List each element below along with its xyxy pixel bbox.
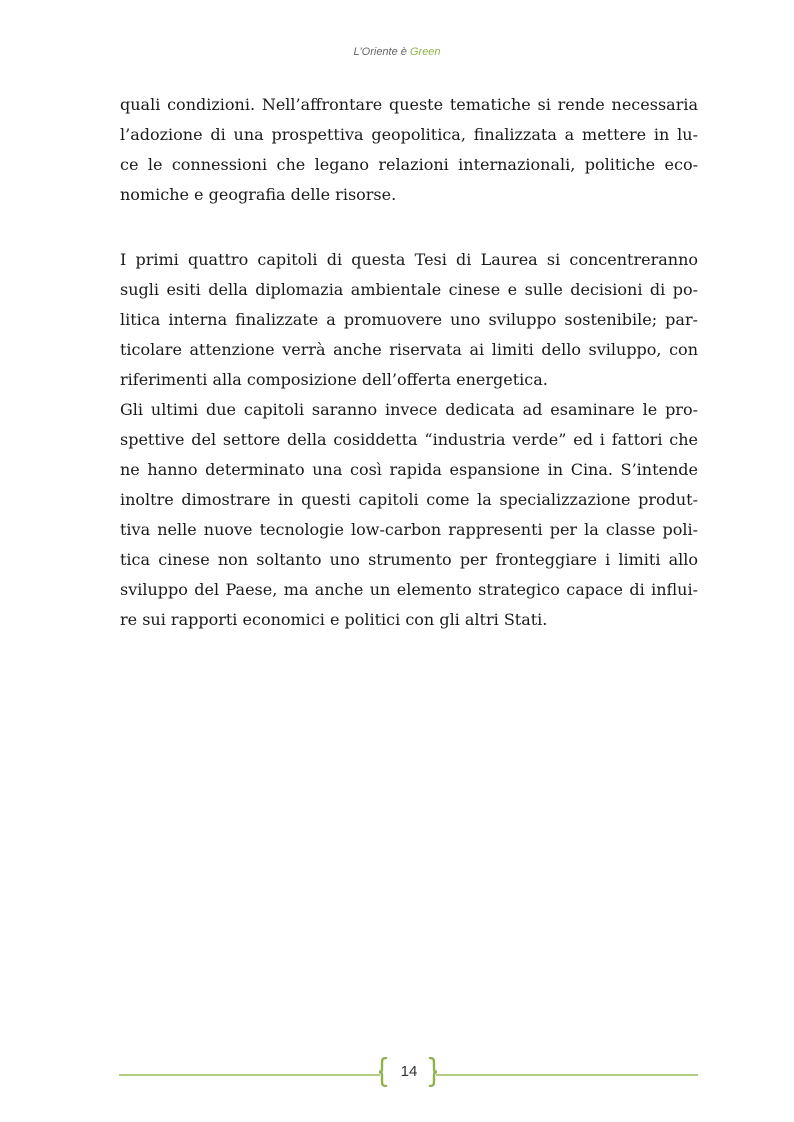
text-line: re sui rapporti economici e politici con gli altri Stati. — [120, 610, 548, 629]
text-line: nomiche e geografia delle risorse. — [120, 185, 397, 204]
text-line: litica interna finalizzate a promuovere uno sviluppo sostenibile; par- — [120, 310, 698, 329]
text-line: l’adozione di una prospettiva geopolitica, finalizzata a mettere in lu- — [120, 125, 698, 144]
text-line: riferimenti alla composizione dell’offerta energetica. — [120, 370, 548, 389]
text-line: inoltre dimostrare in questi capitoli come la specializzazione produt- — [120, 490, 698, 509]
text-line: spettive del settore della cosiddetta “industria verde” ed i fattori che — [120, 430, 698, 449]
text-line: tica cinese non soltanto uno strumento per fronteggiare i limiti allo — [120, 550, 698, 569]
header-title-accent: Green — [409, 46, 441, 58]
footer-rule-left — [119, 1074, 380, 1076]
running-header — [0, 46, 794, 58]
text-line: ne hanno determinato una così rapida espansione in Cina. S’intende — [120, 460, 698, 479]
text-line: I primi quattro capitoli di questa Tesi di Laurea si concentreranno — [120, 250, 698, 269]
text-line: Gli ultimi due capitoli saranno invece dedicata ad esaminare le pro- — [120, 400, 698, 419]
text-line: ticolare attenzione verrà anche riservata ai limiti dello sviluppo, con — [120, 340, 698, 359]
left-brace-icon — [378, 1057, 388, 1087]
text-line: ce le connessioni che legano relazioni internazionali, politiche eco- — [120, 155, 698, 174]
paragraph-2 — [120, 245, 698, 635]
text-line: quali condizioni. Nell’affrontare queste tematiche si rende necessaria — [120, 95, 698, 114]
text-line: sviluppo del Paese, ma anche un elemento strategico capace di influi- — [120, 580, 698, 599]
text-line: tiva nelle nuove tecnologie low-carbon rappresenti per la classe poli- — [120, 520, 698, 539]
footer-rule-right — [436, 1074, 698, 1076]
header-title-prefix: L'Oriente è — [353, 46, 410, 58]
page-number: 14 — [400, 1063, 418, 1080]
text-line: sugli esiti della diplomazia ambientale cinese e sulle decisioni di po- — [120, 280, 698, 299]
right-brace-icon — [428, 1057, 438, 1087]
paragraph-1 — [120, 90, 698, 210]
